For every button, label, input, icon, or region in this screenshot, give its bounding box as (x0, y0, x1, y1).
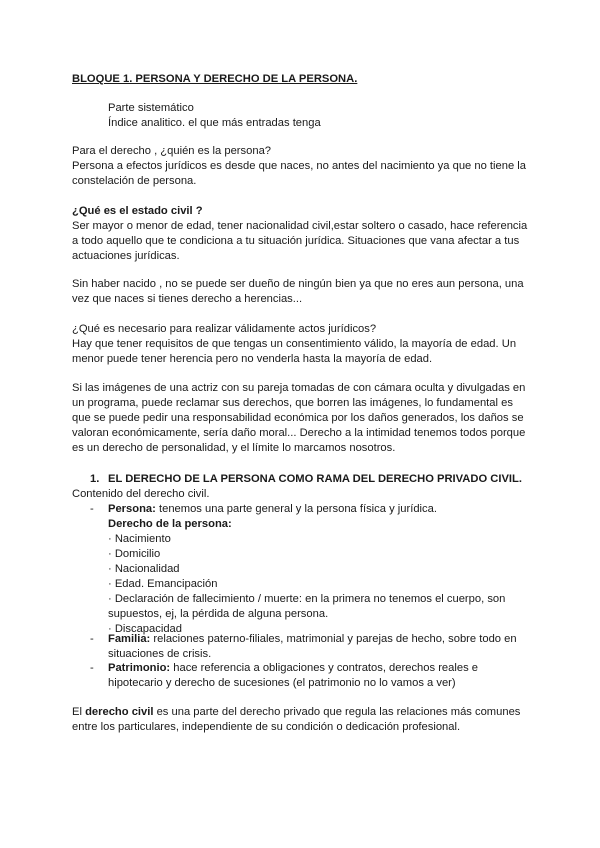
bullet-text: Persona: tenemos una parte general y la persona física y jurídica. (108, 503, 437, 515)
section-heading (90, 472, 522, 487)
text-line: Persona a efectos jurídicos es desde que naces, no antes del nacimiento ya que no tiene la (72, 160, 527, 172)
intro-line: Parte sistemático (108, 102, 194, 114)
text-line: que se puede pedir una responsabilidad económica por los daños generados, los daños se (72, 412, 524, 424)
list-item: · Nacionalidad (108, 563, 180, 575)
text-line: Sin haber nacido , no se puede ser dueño de ningún bien ya que no eres aun persona, una (72, 278, 524, 290)
intro-line: Índice analitico. el que más entradas tenga (108, 117, 321, 129)
list-item: · Edad. Emancipación (108, 578, 218, 590)
text-line: es un derecho de personalidad, y el límite lo marcamos nosotros. (72, 442, 396, 454)
bullet-dash: - (90, 503, 94, 515)
text-line: Para el derecho , ¿quién es la persona? (72, 145, 272, 157)
text-line: a todo aquello que te condiciona a tu situación jurídica. Situaciones que vana afectar a tus (72, 235, 520, 247)
text-line: Ser mayor o menor de edad, tener nacionalidad civil,estar soltero o casado, hace referencia (72, 220, 528, 232)
question-heading: ¿Qué es el estado civil ? (72, 205, 203, 217)
paragraph-estado-civil (72, 204, 532, 264)
list-item: · Declaración de fallecimiento / muerte: en la primera no tenemos el cuerpo, son (108, 593, 506, 605)
bullet-text: Familia: relaciones paterno-filiales, matrimonial y parejas de hecho, sobre todo en situaciones de crisis. (108, 633, 517, 660)
text-line: entre los particulares, independiente de su condición o dedicación profesional. (72, 721, 461, 733)
text-line: actuaciones jurídicas. (72, 250, 180, 262)
intro-block (108, 101, 321, 131)
text-line: Hay que tener requisitos de que tengas un consentimiento válido, la mayoría de edad. Un (72, 338, 517, 350)
bullet-dash: - (90, 662, 94, 674)
paragraph-intimidad (72, 381, 532, 456)
document-title: BLOQUE 1. PERSONA Y DERECHO DE LA PERSONA. (72, 73, 358, 85)
list-item: supuestos, ej, la pérdida de alguna persona. (108, 608, 329, 620)
text-line: Si las imágenes de una actriz con su pareja tomadas de con cámara oculta y divulgadas en (72, 382, 526, 394)
contenido-line: Contenido del derecho civil. (72, 488, 210, 500)
section-label: EL DERECHO DE LA PERSONA COMO RAMA DEL DERECHO PRIVADO CIVIL. (108, 473, 522, 485)
bullet-text: Patrimonio: hace referencia a obligaciones y contratos, derechos reales e hipotecario y derecho de sucesiones (el patrimonio no lo vamos a ver) (108, 662, 478, 689)
text-line: vez que naces si tienes derecho a herencias... (72, 293, 303, 305)
list-item: · Discapacidad (108, 623, 182, 635)
section-number: 1. (90, 473, 100, 485)
paragraph-derecho-civil (72, 705, 532, 735)
paragraph-persona (72, 144, 532, 189)
sub-heading: Derecho de la persona: (108, 518, 232, 530)
paragraph-actos-juridicos (72, 322, 532, 367)
list-item: · Domicilio (108, 548, 161, 560)
text-line: ¿Qué es necesario para realizar válidamente actos jurídicos? (72, 323, 377, 335)
text-line: menor puede tener herencia pero no venderla hasta la mayoría de edad. (72, 353, 433, 365)
bullet-dash: - (90, 633, 94, 645)
text-line: constelación de persona. (72, 175, 197, 187)
text-line: valoran económicamente, sería daño moral... Derecho a la intimidad tenemos todos porque (72, 427, 526, 439)
list-item: · Nacimiento (108, 533, 171, 545)
derecho-persona-list (108, 517, 528, 637)
text-line: un programa, puede reclamar sus derechos, que borren las imágenes, lo fundamental es (72, 397, 513, 409)
paragraph-sin-nacer (72, 277, 532, 307)
text-line: El derecho civil es una parte del derecho privado que regula las relaciones más comunes (72, 706, 521, 718)
